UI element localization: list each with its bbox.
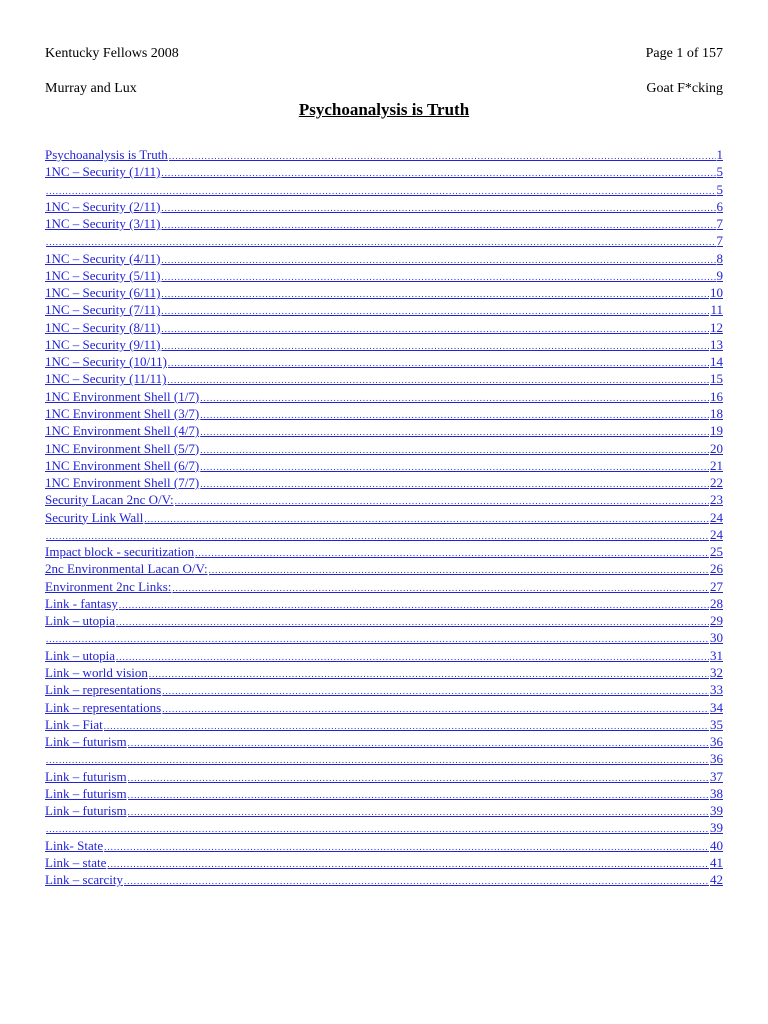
toc-entry-title: Link – utopia — [45, 613, 116, 629]
toc-dot-leader — [46, 821, 709, 836]
toc-dot-leader — [200, 459, 709, 474]
toc-dot-leader — [161, 252, 715, 267]
toc-dot-leader — [168, 355, 709, 370]
toc-dot-leader — [104, 839, 709, 854]
toc-entry-page-number: 9 — [716, 267, 723, 283]
toc-entry-title: 1NC – Security (2/11) — [45, 198, 161, 214]
toc-entry-page-number: 29 — [710, 613, 723, 629]
toc-entry-page-number: 27 — [710, 578, 723, 594]
toc-entry-page-number: 10 — [710, 285, 723, 301]
toc-entry-title: 2nc Environmental Lacan O/V: — [45, 561, 208, 577]
toc-entry-page-number: 1 — [716, 147, 723, 162]
toc-entry-title: 1NC Environment Shell (4/7) — [45, 423, 200, 439]
toc-entry-page-number: 21 — [710, 457, 723, 473]
toc-entry-link[interactable] — [45, 871, 723, 888]
toc-entry-link[interactable] — [45, 491, 723, 508]
toc-entry-page-number: 30 — [710, 630, 723, 646]
toc-dot-leader — [128, 787, 709, 802]
toc-entry-link[interactable] — [45, 699, 723, 716]
toc-dot-leader — [161, 286, 709, 301]
toc-entry-link[interactable] — [45, 716, 723, 733]
toc-entry-link[interactable] — [45, 612, 723, 629]
toc-entry-page-number: 35 — [710, 716, 723, 732]
toc-dot-leader — [161, 321, 709, 336]
toc-entry-link[interactable] — [45, 595, 723, 612]
toc-entry-title: Link – representations — [45, 699, 162, 715]
toc-dot-leader — [128, 804, 709, 819]
toc-dot-leader — [200, 424, 709, 439]
toc-dot-leader — [161, 269, 715, 284]
toc-entry-title: Impact block - securitization — [45, 544, 195, 560]
toc-entry-link[interactable] — [45, 336, 723, 353]
toc-entry-page-number: 19 — [710, 423, 723, 439]
toc-entry-title: Link – scarcity — [45, 872, 123, 888]
header-page-number: Page 1 of 157 — [645, 46, 723, 61]
toc-entry-page-number: 25 — [710, 544, 723, 560]
toc-dot-leader — [46, 752, 709, 767]
toc-entry-title: 1NC – Security (4/11) — [45, 250, 161, 266]
toc-dot-leader — [200, 442, 709, 457]
toc-entry-link[interactable] — [45, 768, 723, 785]
toc-entry-link[interactable] — [45, 181, 723, 198]
toc-dot-leader — [116, 614, 709, 629]
toc-dot-leader — [104, 718, 709, 733]
toc-dot-leader — [200, 407, 709, 422]
toc-entry-link[interactable] — [45, 733, 723, 750]
toc-entry-title: Environment 2nc Links: — [45, 578, 172, 594]
toc-entry-page-number: 12 — [710, 319, 723, 335]
toc-entry-title: Security Lacan 2nc O/V: — [45, 492, 174, 508]
toc-entry-link[interactable] — [45, 543, 723, 560]
toc-dot-leader — [161, 338, 709, 353]
toc-entry-page-number: 26 — [710, 561, 723, 577]
toc-entry-link[interactable] — [45, 405, 723, 422]
toc-dot-leader — [175, 493, 709, 508]
toc-entry-title: 1NC Environment Shell (5/7) — [45, 440, 200, 456]
toc-entry-page-number: 32 — [710, 664, 723, 680]
toc-entry-link[interactable] — [45, 319, 723, 336]
toc-entry-page-number: 33 — [710, 682, 723, 698]
toc-entry-link[interactable] — [45, 526, 723, 543]
toc-entry-title: 1NC – Security (8/11) — [45, 319, 161, 335]
toc-dot-leader — [161, 200, 715, 215]
toc-entry-link[interactable] — [45, 353, 723, 370]
toc-entry-link[interactable] — [45, 440, 723, 457]
toc-entry-title: Link – world vision — [45, 664, 148, 680]
toc-entry-link[interactable] — [45, 474, 723, 491]
toc-entry-title: Link – futurism — [45, 785, 127, 801]
toc-dot-leader — [149, 666, 709, 681]
toc-dot-leader — [46, 234, 716, 249]
toc-dot-leader — [167, 372, 709, 387]
toc-entry-link[interactable] — [45, 198, 723, 215]
toc-entry-link[interactable] — [45, 785, 723, 802]
toc-entry-link[interactable] — [45, 422, 723, 439]
toc-entry-title: 1NC – Security (10/11) — [45, 354, 167, 370]
toc-dot-leader — [46, 183, 716, 198]
toc-entry-link[interactable] — [45, 146, 723, 163]
toc-entry-link[interactable] — [45, 388, 723, 405]
toc-dot-leader — [161, 217, 715, 232]
toc-entry-link[interactable] — [45, 163, 723, 180]
toc-dot-leader — [161, 303, 709, 318]
toc-entry-page-number: 41 — [710, 854, 723, 870]
toc-dot-leader — [46, 528, 709, 543]
toc-entry-link[interactable] — [45, 750, 723, 767]
toc-entry-title: 1NC – Security (6/11) — [45, 285, 161, 301]
toc-entry-page-number: 15 — [710, 371, 723, 387]
toc-entry-link[interactable] — [45, 854, 723, 871]
toc-dot-leader — [200, 390, 709, 405]
toc-dot-leader — [128, 735, 709, 750]
toc-entry-link[interactable] — [45, 560, 723, 577]
header-event-name: Kentucky Fellows 2008 — [45, 46, 179, 61]
toc-entry-link[interactable] — [45, 215, 723, 232]
toc-entry-title: 1NC Environment Shell (7/7) — [45, 475, 200, 491]
toc-entry-title: 1NC – Security (3/11) — [45, 216, 161, 232]
toc-dot-leader — [144, 511, 709, 526]
toc-entry-title: Security Link Wall — [45, 509, 144, 525]
toc-entry-link[interactable] — [45, 370, 723, 387]
toc-entry-page-number: 38 — [710, 785, 723, 801]
toc-entry-page-number: 7 — [716, 216, 723, 232]
header-file-name: Goat F*cking — [646, 81, 723, 96]
toc-dot-leader — [107, 856, 709, 871]
toc-entry-page-number: 34 — [710, 699, 723, 715]
toc-entry-page-number: 23 — [710, 492, 723, 508]
toc-dot-leader — [161, 165, 715, 180]
toc-entry-link[interactable] — [45, 301, 723, 318]
toc-dot-leader — [200, 476, 709, 491]
toc-entry-title: Link- State — [45, 837, 104, 853]
toc-entry-page-number: 11 — [710, 302, 723, 318]
toc-entry-title: 1NC Environment Shell (1/7) — [45, 388, 200, 404]
toc-entry-link[interactable] — [45, 509, 723, 526]
toc-dot-leader — [169, 148, 716, 163]
toc-entry-page-number: 24 — [710, 509, 723, 525]
toc-entry-page-number: 39 — [710, 803, 723, 819]
toc-entry-link[interactable] — [45, 802, 723, 819]
toc-entry-page-number: 31 — [710, 647, 723, 663]
toc-entry-title: Psychoanalysis is Truth — [45, 147, 168, 162]
toc-entry-title: 1NC – Security (7/11) — [45, 302, 161, 318]
toc-entry-page-number: 36 — [710, 751, 723, 767]
toc-dot-leader — [162, 683, 709, 698]
toc-dot-leader — [172, 580, 709, 595]
toc-dot-leader — [209, 562, 709, 577]
toc-entry-link[interactable] — [45, 232, 723, 249]
toc-entry-page-number: 5 — [716, 164, 723, 180]
toc-entry-title: Link – futurism — [45, 734, 127, 750]
toc-dot-leader — [119, 597, 709, 612]
toc-entry-link[interactable] — [45, 837, 723, 854]
toc-dot-leader — [195, 545, 709, 560]
toc-entry-page-number: 8 — [716, 250, 723, 266]
toc-entry-title: Link – state — [45, 854, 107, 870]
toc-entry-page-number: 20 — [710, 440, 723, 456]
toc-entry-link[interactable] — [45, 284, 723, 301]
toc-dot-leader — [46, 631, 709, 646]
toc-entry-page-number: 42 — [710, 872, 723, 888]
toc-entry-page-number: 40 — [710, 837, 723, 853]
toc-entry-link[interactable] — [45, 629, 723, 646]
toc-entry-title: Link – representations — [45, 682, 162, 698]
toc-entry-link[interactable] — [45, 267, 723, 284]
toc-entry-title: 1NC – Security (5/11) — [45, 267, 161, 283]
toc-entry-page-number: 14 — [710, 354, 723, 370]
document-page — [45, 0, 723, 1024]
toc-entry-page-number: 36 — [710, 734, 723, 750]
toc-entry-link[interactable] — [45, 578, 723, 595]
toc-entry-link[interactable] — [45, 681, 723, 698]
toc-entry-page-number: 13 — [710, 336, 723, 352]
toc-entry-page-number: 28 — [710, 595, 723, 611]
toc-entry-page-number: 7 — [716, 233, 723, 249]
toc-entry-link[interactable] — [45, 819, 723, 836]
toc-entry-page-number: 16 — [710, 388, 723, 404]
toc-entry-title: Link – Fiat — [45, 716, 103, 732]
toc-entry-page-number: 6 — [716, 198, 723, 214]
toc-entry-title: 1NC Environment Shell (3/7) — [45, 405, 200, 421]
toc-dot-leader — [124, 873, 709, 888]
toc-entry-page-number: 22 — [710, 475, 723, 491]
toc-dot-leader — [128, 770, 709, 785]
toc-entry-title: Link - fantasy — [45, 595, 118, 611]
toc-entry-title: 1NC – Security (11/11) — [45, 371, 167, 387]
toc-dot-leader — [162, 701, 709, 716]
toc-entry-page-number: 37 — [710, 768, 723, 784]
toc-entry-title: 1NC – Security (9/11) — [45, 336, 161, 352]
toc-entry-page-number: 39 — [710, 820, 723, 836]
toc-entry-link[interactable] — [45, 457, 723, 474]
toc-entry-page-number: 18 — [710, 405, 723, 421]
toc-entry-title: 1NC – Security (1/11) — [45, 164, 161, 180]
toc-entry-page-number: 5 — [716, 181, 723, 197]
toc-entry-title: Link – utopia — [45, 647, 116, 663]
toc-entry-title: 1NC Environment Shell (6/7) — [45, 457, 200, 473]
header-authors: Murray and Lux — [45, 81, 137, 96]
toc-entry-page-number: 24 — [710, 526, 723, 542]
toc-entry-link[interactable] — [45, 664, 723, 681]
toc-dot-leader — [116, 649, 709, 664]
table-of-contents — [45, 146, 723, 888]
toc-entry-title: Link – futurism — [45, 768, 127, 784]
toc-entry-link[interactable] — [45, 647, 723, 664]
toc-entry-title: Link – futurism — [45, 803, 127, 819]
document-title: Psychoanalysis is Truth — [298, 100, 470, 119]
toc-entry-link[interactable] — [45, 250, 723, 267]
